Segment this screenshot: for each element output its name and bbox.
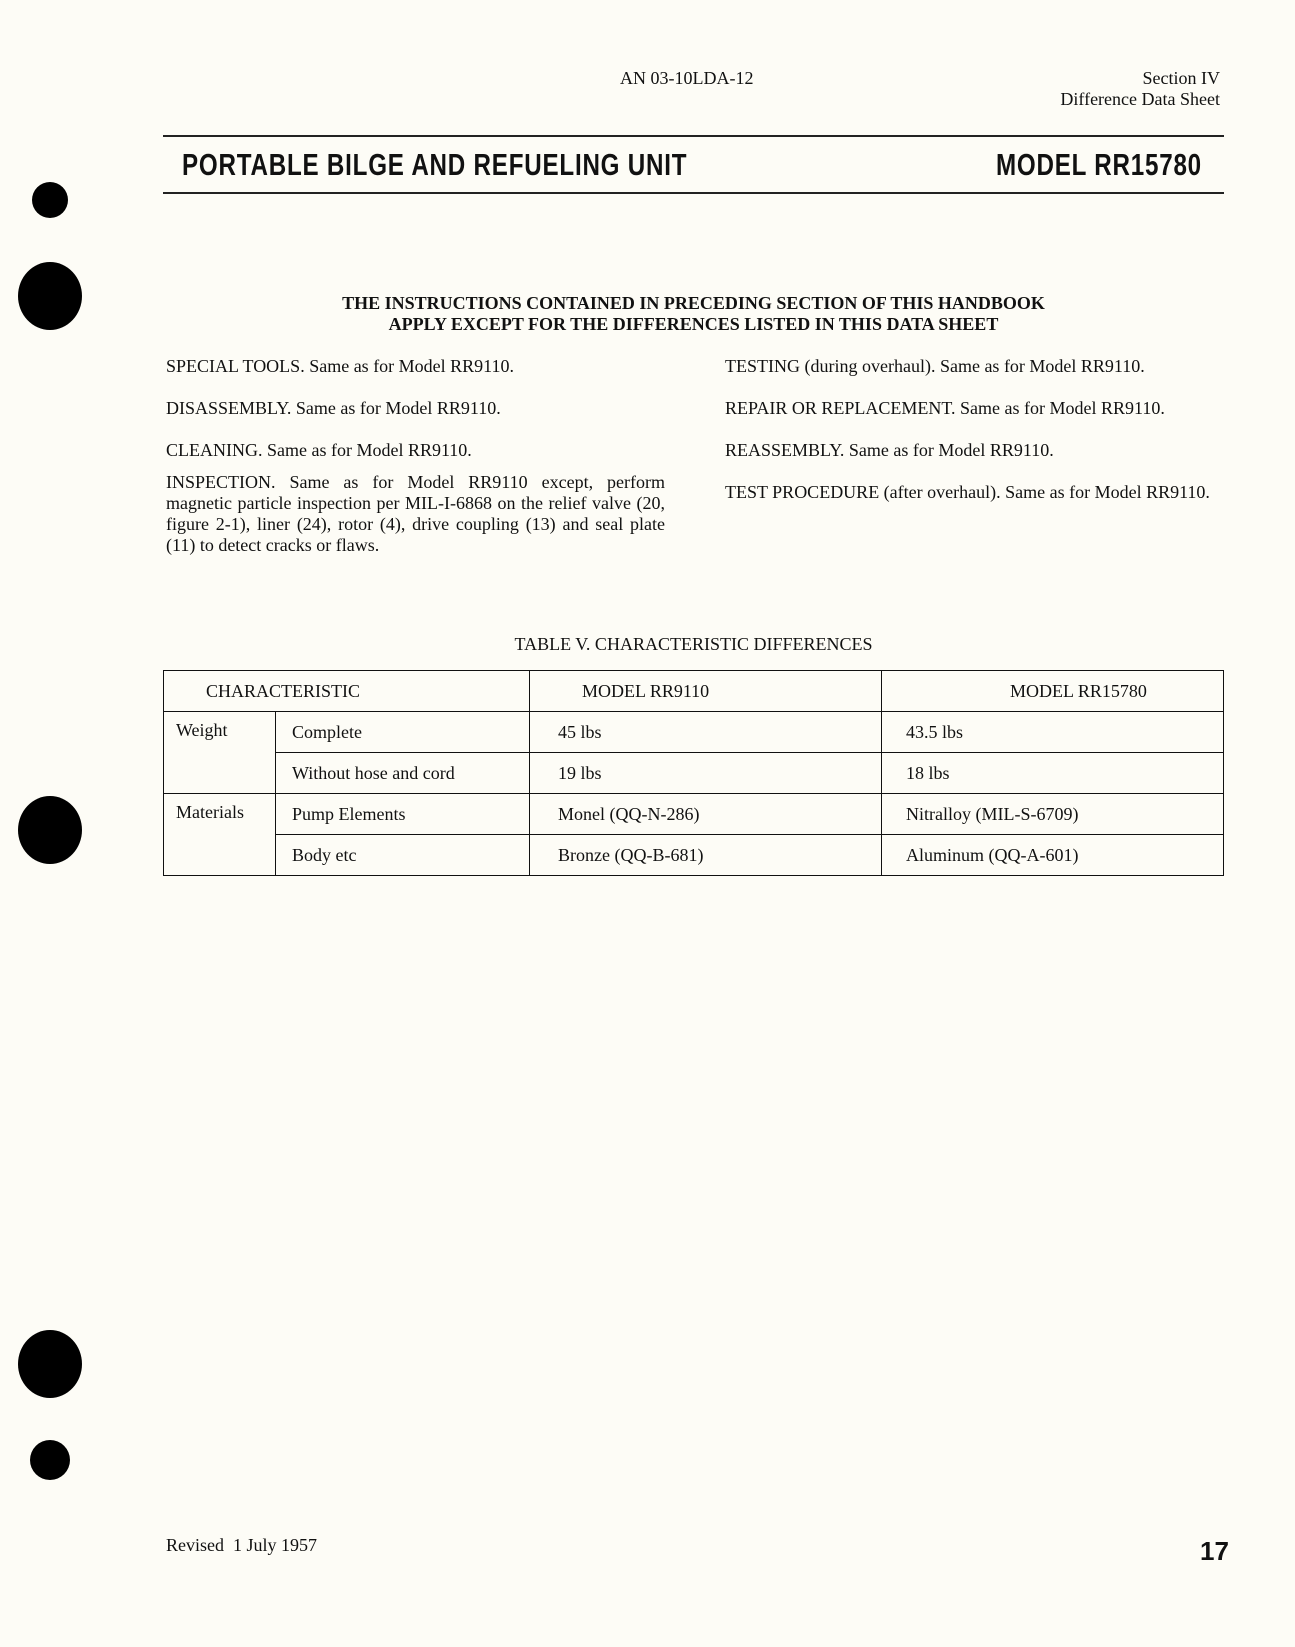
header-cell: MODEL RR15780 <box>882 671 1224 712</box>
doc-number: AN 03-10LDA-12 <box>620 68 754 88</box>
divider <box>163 192 1224 194</box>
section-label: Section IV <box>1142 68 1220 88</box>
paragraph: DISASSEMBLY. Same as for Model RR9110. <box>166 398 501 418</box>
cell: Pump Elements <box>276 794 530 835</box>
cell: Complete <box>276 712 530 753</box>
sheet-label: Difference Data Sheet <box>1060 89 1220 109</box>
page-number: 17 <box>1200 1536 1229 1566</box>
table-row <box>164 753 1224 794</box>
table-row <box>164 794 1224 835</box>
intro-line: THE INSTRUCTIONS CONTAINED IN PRECEDING SECTION OF THIS HANDBOOK <box>342 293 1045 313</box>
table-caption: TABLE V. CHARACTERISTIC DIFFERENCES <box>514 634 873 654</box>
cell: Monel (QQ-N-286) <box>530 794 882 835</box>
revision-date: Revised 1 July 1957 <box>166 1535 317 1555</box>
table-row <box>164 835 1224 876</box>
cell: 18 lbs <box>882 753 1224 794</box>
cell: Body etc <box>276 835 530 876</box>
page-title: PORTABLE BILGE AND REFUELING UNIT <box>182 147 688 182</box>
paragraph: REASSEMBLY. Same as for Model RR9110. <box>725 440 1054 460</box>
cell: Aluminum (QQ-A-601) <box>882 835 1224 876</box>
binder-hole <box>18 796 82 864</box>
intro-note <box>163 293 1224 335</box>
cell: 43.5 lbs <box>882 712 1224 753</box>
paragraph: TEST PROCEDURE (after overhaul). Same as for Model RR9110. <box>725 482 1210 502</box>
cell: 19 lbs <box>530 753 882 794</box>
table-header-row <box>164 671 1224 712</box>
binder-hole <box>18 1330 82 1398</box>
left-column <box>166 356 665 556</box>
paragraph: CLEANING. Same as for Model RR9110. <box>166 440 472 460</box>
model-title: MODEL RR15780 <box>996 147 1202 182</box>
cell: Bronze (QQ-B-681) <box>530 835 882 876</box>
binder-hole <box>30 1440 70 1480</box>
characteristics-table <box>163 670 1224 876</box>
group-cell: Materials <box>164 794 276 876</box>
group-cell: Weight <box>164 712 276 794</box>
paragraph: REPAIR OR REPLACEMENT. Same as for Model RR9110. <box>725 398 1165 418</box>
binder-hole <box>18 262 82 330</box>
cell: Nitralloy (MIL-S-6709) <box>882 794 1224 835</box>
cell: 45 lbs <box>530 712 882 753</box>
header-cell: MODEL RR9110 <box>530 671 882 712</box>
intro-line: APPLY EXCEPT FOR THE DIFFERENCES LISTED IN THIS DATA SHEET <box>388 314 999 334</box>
divider <box>163 135 1224 137</box>
table-row <box>164 712 1224 753</box>
header-cell: CHARACTERISTIC <box>164 671 530 712</box>
binder-hole <box>32 182 68 218</box>
paragraph: TESTING (during overhaul). Same as for Model RR9110. <box>725 356 1145 376</box>
paragraph: INSPECTION. Same as for Model RR9110 except, perform magnetic particle inspection per MIL-I-6868 on the relief valve (20, figure 2-1), liner (24), rotor (4), drive coupling (13) and seal plate (11) to detect cracks or flaws. <box>166 472 665 555</box>
paragraph: SPECIAL TOOLS. Same as for Model RR9110. <box>166 356 515 376</box>
cell: Without hose and cord <box>276 753 530 794</box>
right-column <box>725 356 1220 503</box>
